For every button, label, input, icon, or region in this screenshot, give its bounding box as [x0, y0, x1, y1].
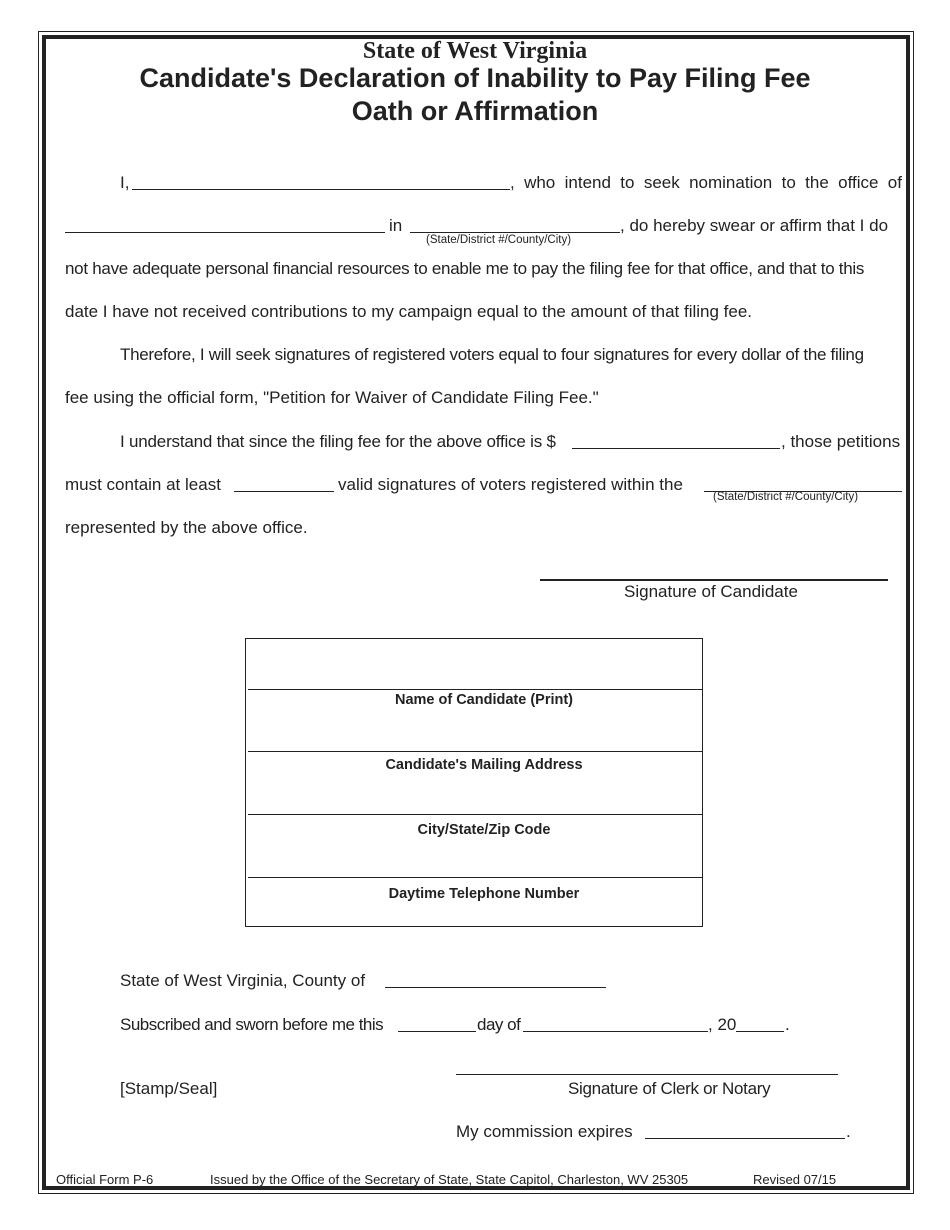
- commission-period: .: [846, 1122, 851, 1141]
- name-label: Name of Candidate (Print): [394, 692, 574, 708]
- declaration-prefix: I,: [120, 173, 130, 192]
- city-label: City/State/Zip Code: [417, 822, 551, 838]
- sworn-text: Subscribed and sworn before me this: [120, 1015, 384, 1034]
- sworn-year-blank[interactable]: [736, 1031, 784, 1032]
- filing-fee-blank[interactable]: [572, 448, 780, 449]
- form-title: Candidate's Declaration of Inability to Pay Filing Fee: [139, 63, 811, 93]
- phone-label: Daytime Telephone Number: [388, 886, 580, 902]
- declaration-line3: not have adequate personal financial resources to enable me to pay the filing fee for that office, and that to this: [65, 259, 865, 278]
- stamp-seal: [Stamp/Seal]: [120, 1079, 218, 1098]
- sworn-period: .: [785, 1015, 790, 1034]
- fee-line-end: , those petitions: [781, 432, 901, 451]
- district-hint: (State/District #/County/City): [426, 234, 572, 246]
- petition-line2: fee using the official form, "Petition for Waiver of Candidate Filing Fee.": [65, 388, 599, 407]
- footer-revised: Revised 07/15: [753, 1172, 837, 1187]
- represented-line: represented by the above office.: [65, 518, 308, 537]
- declaration-line2-end: , do hereby swear or affirm that I do: [620, 216, 889, 235]
- city-field-rule[interactable]: [248, 814, 702, 815]
- sworn-year-prefix: , 20: [708, 1015, 737, 1034]
- signature-count-blank[interactable]: [234, 491, 334, 492]
- candidate-name-blank[interactable]: [132, 189, 510, 190]
- county-blank[interactable]: [385, 987, 606, 988]
- commission-blank[interactable]: [645, 1138, 845, 1139]
- phone-field-rule[interactable]: [248, 877, 702, 878]
- voter-district-hint: (State/District #/County/City): [713, 491, 859, 503]
- signatures-line-start: must contain at least: [65, 475, 221, 494]
- clerk-signature-label: Signature of Clerk or Notary: [568, 1079, 771, 1098]
- declaration-line4: date I have not received contributions to my campaign equal to the amount of that filing fee.: [65, 302, 753, 321]
- sworn-month-blank[interactable]: [523, 1031, 708, 1032]
- form-subtitle: Oath or Affirmation: [351, 96, 599, 126]
- signatures-line-mid: valid signatures of voters registered within the: [338, 475, 683, 494]
- name-field-rule[interactable]: [248, 689, 702, 690]
- candidate-signature-label: Signature of Candidate: [624, 582, 798, 601]
- fee-line-start: I understand that since the filing fee for the above office is $: [120, 432, 556, 451]
- sworn-day-blank[interactable]: [398, 1031, 476, 1032]
- footer-form-id: Official Form P-6: [56, 1172, 154, 1187]
- sworn-day-of: day of: [477, 1015, 521, 1034]
- declaration-line1-end: , who intend to seek nomination to the office of: [510, 173, 902, 192]
- declaration-in: in: [389, 216, 403, 235]
- address-label: Candidate's Mailing Address: [385, 757, 583, 773]
- commission-text: My commission expires: [456, 1122, 633, 1141]
- county-text: State of West Virginia, County of: [120, 971, 366, 990]
- candidate-signature-line[interactable]: [540, 579, 888, 581]
- clerk-signature-line[interactable]: [456, 1074, 838, 1075]
- state-heading: State of West Virginia: [362, 38, 588, 64]
- district-blank[interactable]: [410, 232, 620, 233]
- petition-line1: Therefore, I will seek signatures of registered voters equal to four signatures for every dollar of the filing: [120, 345, 864, 364]
- office-blank[interactable]: [65, 232, 385, 233]
- address-field-rule[interactable]: [248, 751, 702, 752]
- candidate-info-box: [245, 638, 703, 927]
- footer-issued-by: Issued by the Office of the Secretary of State, State Capitol, Charleston, WV 25305: [210, 1172, 689, 1187]
